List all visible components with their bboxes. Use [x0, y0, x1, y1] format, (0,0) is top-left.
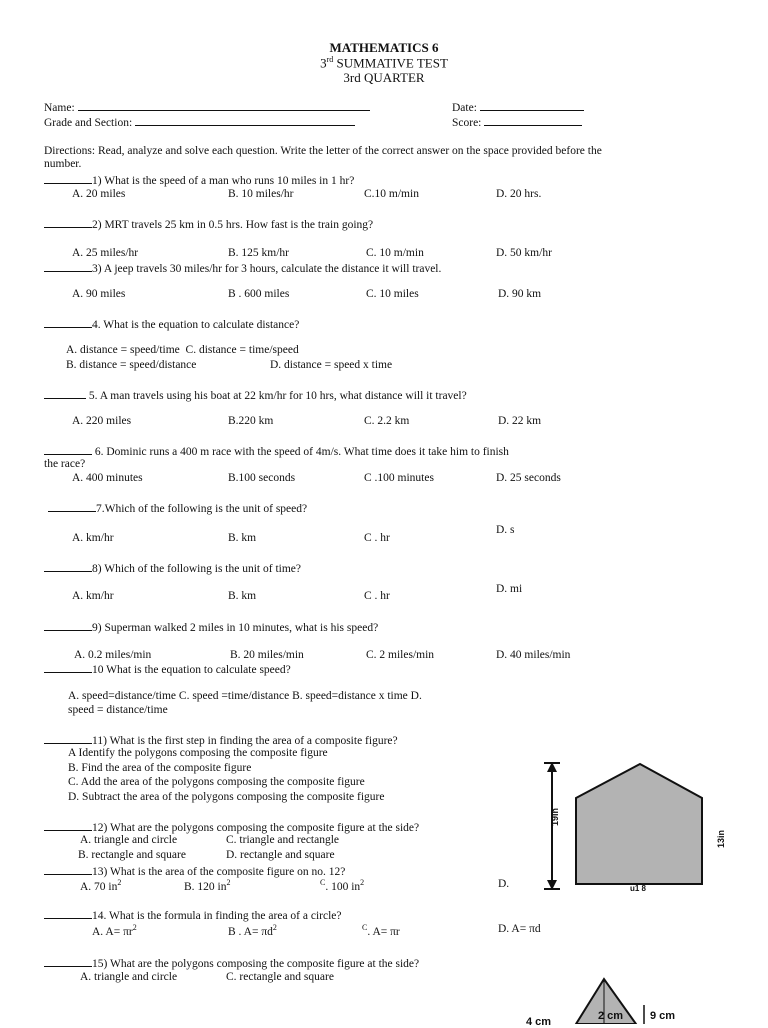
question-3: 3) A jeep travels 30 miles/hr for 3 hours, calculate the distance it will travel.	[44, 261, 441, 275]
option: B. distance = speed/distance	[66, 359, 197, 371]
option: D. s	[496, 524, 515, 536]
answer-blank[interactable]	[44, 444, 92, 455]
question-8: 8) Which of the following is the unit of time?	[44, 561, 301, 575]
option: A. speed=distance/time C. speed =time/distance B. speed=distance x time D.	[68, 690, 422, 702]
option: B . $A= \pi d^2$	[228, 923, 277, 938]
question-9: 9) Superman walked 2 miles in 10 minutes, what is his speed?	[44, 620, 378, 634]
option: B. km	[228, 532, 257, 544]
option: B . 600 miles	[228, 288, 290, 300]
option: $^C$. A= πr	[362, 923, 400, 938]
question-4: 4. What is the equation to calculate distance?	[44, 317, 299, 331]
date-field[interactable]: Date:	[452, 100, 584, 114]
answer-blank[interactable]	[44, 261, 92, 272]
bottom-label: u1 8	[630, 884, 647, 893]
answer-blank[interactable]	[44, 173, 92, 184]
answer-blank[interactable]	[44, 217, 92, 228]
option: D. 25 seconds	[496, 472, 561, 484]
option: C . hr	[364, 532, 390, 544]
option: C. Add the area of the polygons composing the composite figure	[68, 776, 365, 788]
option: D. 20 hrs.	[496, 188, 542, 200]
side-label: 13in	[716, 829, 727, 849]
option: D. 50 km/hr	[496, 247, 552, 259]
option: A Identify the polygons composing the composite figure	[68, 747, 328, 759]
composite-figure-house	[530, 758, 740, 898]
question-11: 11) What is the first step in finding the area of a composite figure?	[44, 733, 398, 747]
directions: Directions: Read, analyze and solve each question. Write the letter of the correct answer on the space provided before the	[44, 145, 602, 157]
quarter-label: 3rd QUARTER	[343, 70, 425, 85]
option: speed = distance/time	[68, 704, 168, 716]
option: A. km/hr	[72, 590, 114, 602]
answer-blank[interactable]	[44, 662, 92, 673]
name-field[interactable]: Name:	[44, 100, 370, 114]
option: A. triangle and circle	[80, 834, 178, 846]
answer-blank[interactable]	[44, 733, 92, 744]
option: D. 90 km	[498, 288, 542, 300]
option: A. triangle and circle	[80, 971, 178, 983]
option: D.	[498, 878, 510, 890]
option: B. 20 miles/min	[230, 649, 304, 661]
option: A. 20 miles	[72, 188, 126, 200]
option: C. 2.2 km	[364, 415, 410, 427]
option: D. mi	[496, 583, 523, 595]
directions-cont: number.	[44, 158, 82, 170]
option: D. distance = speed x time	[270, 359, 393, 371]
option: C. 2 miles/min	[366, 649, 435, 661]
option: A. $A= \pi r^2$	[92, 923, 137, 938]
option: A. 220 miles	[72, 415, 132, 427]
option: C .100 minutes	[364, 472, 434, 484]
option: C. 10 miles	[366, 288, 419, 300]
answer-blank[interactable]	[44, 956, 92, 967]
answer-blank[interactable]	[44, 561, 92, 572]
option: B. km	[228, 590, 257, 602]
question-15: 15) What are the polygons composing the composite figure at the side?	[44, 956, 419, 970]
question-2: 2) MRT travels 25 km in 0.5 hrs. How fast is the train going?	[44, 217, 373, 231]
option: B. 125 km/hr	[228, 247, 290, 259]
option: D. Subtract the area of the polygons composing the composite figure	[68, 791, 385, 803]
option: B.220 km	[228, 415, 274, 427]
test-title: MATHEMATICS 6	[329, 40, 439, 55]
option: A. 0.2 miles/min	[74, 649, 152, 661]
option: C.10 m/min	[364, 188, 419, 200]
option: B. 120 $in^2$	[184, 878, 231, 893]
option: C. 10 m/min	[366, 247, 424, 259]
question-7: 7.Which of the following is the unit of speed?	[48, 501, 307, 515]
option: A. 90 miles	[72, 288, 126, 300]
answer-blank[interactable]	[44, 864, 92, 875]
height-label: 19in	[550, 807, 561, 827]
question-6-cont: the race?	[44, 458, 86, 470]
option: C . hr	[364, 590, 390, 602]
option: $^C$. 100 $in^2$	[320, 878, 365, 893]
answer-blank[interactable]	[44, 317, 92, 328]
option: A. km/hr	[72, 532, 114, 544]
answer-blank[interactable]	[44, 388, 86, 399]
question-10: 10 What is the equation to calculate speed?	[44, 662, 291, 676]
option: B. Find the area of the composite figure	[68, 762, 252, 774]
option: A. distance = speed/time C. distance = time/speed	[66, 344, 299, 356]
option: A. 70 $in^2$	[80, 878, 122, 893]
question-13: 13) What is the area of the composite figure on no. 12?	[44, 864, 345, 878]
option: A. 400 minutes	[72, 472, 143, 484]
question-5: 5. A man travels using his boat at 22 km/hr for 10 hrs, what distance will it travel?	[44, 388, 467, 402]
label-2cm: 2 cm	[598, 1010, 624, 1022]
option: D. 40 miles/min	[496, 649, 571, 661]
grade-field[interactable]: Grade and Section:	[44, 115, 355, 129]
option: D. 22 km	[498, 415, 542, 427]
question-6: 6. Dominic runs a 400 m race with the speed of 4m/s. What time does it take him to finish	[44, 444, 509, 458]
option: C. rectangle and square	[226, 971, 334, 983]
option: A. 25 miles/hr	[72, 247, 139, 259]
option: B.100 seconds	[228, 472, 296, 484]
answer-blank[interactable]	[48, 501, 96, 512]
option: B. 10 miles/hr	[228, 188, 294, 200]
label-9cm: 9 cm	[650, 1010, 676, 1022]
test-subtitle: 3rd SUMMATIVE TEST	[320, 55, 448, 71]
option: D. A= πd	[498, 923, 541, 935]
score-field[interactable]: Score:	[452, 115, 582, 129]
question-12: 12) What are the polygons composing the composite figure at the side?	[44, 820, 419, 834]
option: B. rectangle and square	[78, 849, 186, 861]
option: C. triangle and rectangle	[226, 834, 340, 846]
option: D. rectangle and square	[226, 849, 335, 861]
answer-blank[interactable]	[44, 908, 92, 919]
question-14: 14. What is the formula in finding the area of a circle?	[44, 908, 342, 922]
label-4cm: 4 cm	[526, 1016, 552, 1028]
answer-blank[interactable]	[44, 820, 92, 831]
answer-blank[interactable]	[44, 620, 92, 631]
question-1: 1) What is the speed of a man who runs 10 miles in 1 hr?	[44, 173, 354, 187]
